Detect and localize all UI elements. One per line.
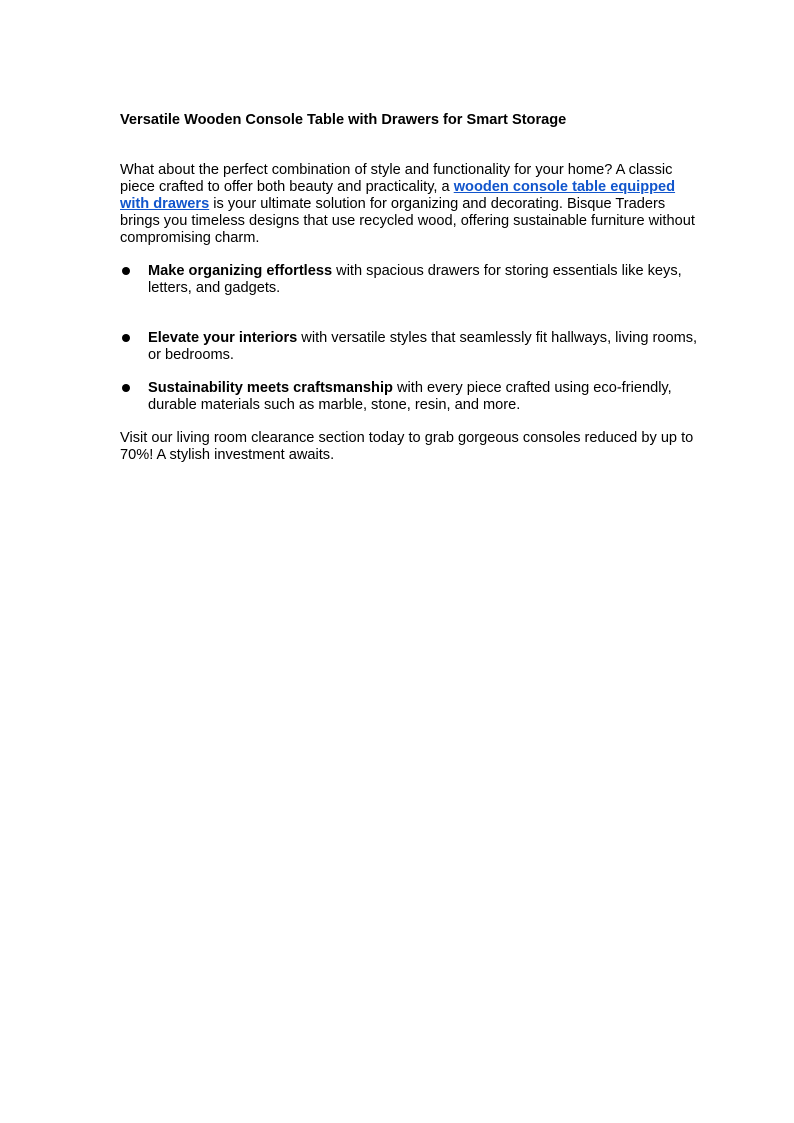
bullet-dot-icon bbox=[122, 384, 130, 392]
bullet-dot-icon bbox=[122, 334, 130, 342]
bullet-lead: Make organizing effortless bbox=[148, 263, 333, 279]
wooden-console-table-link[interactable]: wooden console table equipped with drawers bbox=[120, 179, 676, 212]
bullet-lead: Elevate your interiors bbox=[148, 330, 298, 346]
intro-paragraph bbox=[120, 162, 700, 247]
document-page bbox=[120, 112, 700, 464]
intro-text-before-link: What about the perfect combination of style and functionality for your home? A classic piece crafted to offer both beauty and practicality, a bbox=[120, 162, 673, 195]
bullet-dot-icon bbox=[122, 267, 130, 275]
outro-paragraph: Visit our living room clearance section today to grab gorgeous consoles reduced by up to 70%! A stylish investment awaits. bbox=[120, 430, 694, 463]
list-item bbox=[120, 330, 700, 364]
list-item bbox=[120, 380, 700, 414]
intro-text-after-link: is your ultimate solution for organizing and decorating. Bisque Traders brings you timeless designs that use recycled wood, offering sustainable furniture without compromising charm. bbox=[120, 196, 695, 246]
bullet-lead: Sustainability meets craftsmanship bbox=[148, 380, 393, 396]
bullet-text: with spacious drawers for storing essentials like keys, letters, and gadgets. bbox=[148, 263, 682, 296]
bullet-text: with every piece crafted using eco-friendly, durable materials such as marble, stone, resin, and more. bbox=[148, 380, 672, 413]
feature-list bbox=[120, 263, 700, 414]
document-title: Versatile Wooden Console Table with Drawers for Smart Storage bbox=[120, 112, 567, 128]
bullet-text: with versatile styles that seamlessly fit hallways, living rooms, or bedrooms. bbox=[148, 330, 698, 363]
list-item bbox=[120, 263, 700, 297]
